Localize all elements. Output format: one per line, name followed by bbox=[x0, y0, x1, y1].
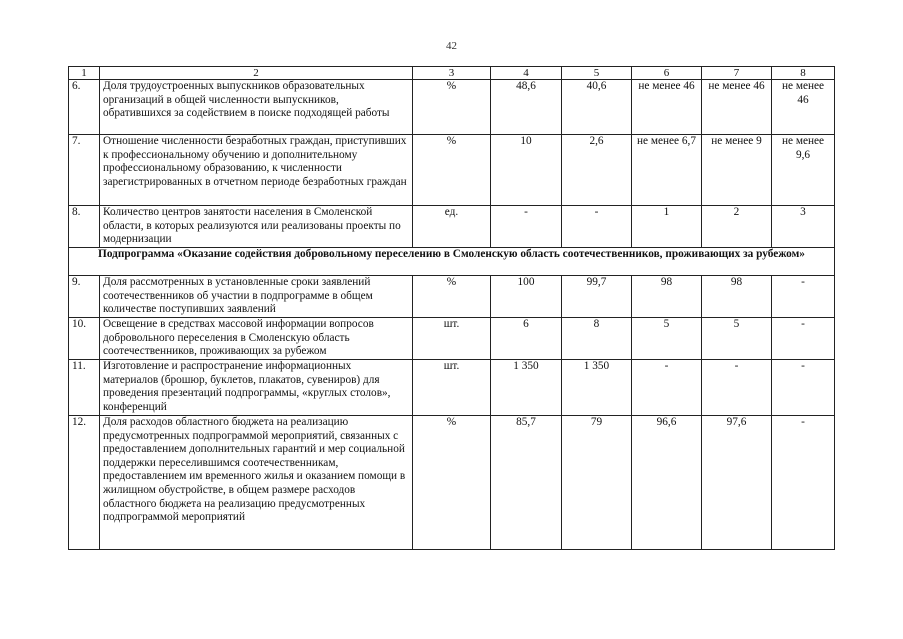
row-number: 12. bbox=[69, 416, 100, 550]
value-cell: 3 bbox=[772, 206, 835, 248]
value-cell: 79 bbox=[562, 416, 632, 550]
value-cell: - bbox=[632, 360, 702, 416]
indicators-table bbox=[68, 66, 835, 550]
table-row bbox=[69, 206, 835, 248]
indicator-name: Количество центров занятости населения в Смоленской области, в которых реализуются или реализованы проекты по модернизации bbox=[100, 206, 413, 248]
value-cell: не менее 6,7 bbox=[632, 135, 702, 206]
unit-cell: шт. bbox=[413, 318, 491, 360]
value-cell: - bbox=[702, 360, 772, 416]
column-header: 1 bbox=[69, 67, 100, 80]
column-header: 6 bbox=[632, 67, 702, 80]
value-cell: 8 bbox=[562, 318, 632, 360]
value-cell: - bbox=[772, 276, 835, 318]
value-cell: 6 bbox=[491, 318, 562, 360]
value-cell: 100 bbox=[491, 276, 562, 318]
indicator-name: Доля расходов областного бюджета на реализацию предусмотренных подпрограммой мероприятий, связанных с предоставлением дополнительных гарантий и мер социальной поддержки переселившимся соотечественникам, предоставлением им временного жилья и оказанием помощи в жилищном обустройстве, в общем размере расходов областного бюджета на реализацию предусмотренных подпрограммой мероприятий bbox=[100, 416, 413, 550]
value-cell: 5 bbox=[702, 318, 772, 360]
value-cell: 1 350 bbox=[562, 360, 632, 416]
value-cell: не менее 9,6 bbox=[772, 135, 835, 206]
table-row bbox=[69, 80, 835, 135]
value-cell: 10 bbox=[491, 135, 562, 206]
row-number: 7. bbox=[69, 135, 100, 206]
column-header: 5 bbox=[562, 67, 632, 80]
row-number: 9. bbox=[69, 276, 100, 318]
indicator-name: Доля трудоустроенных выпускников образовательных организаций в общей численности выпускников, обратившихся за содействием в поиске подходящей работы bbox=[100, 80, 413, 135]
value-cell: 48,6 bbox=[491, 80, 562, 135]
unit-cell: ед. bbox=[413, 206, 491, 248]
row-number: 10. bbox=[69, 318, 100, 360]
row-number: 11. bbox=[69, 360, 100, 416]
unit-cell: % bbox=[413, 276, 491, 318]
value-cell: - bbox=[491, 206, 562, 248]
value-cell: 85,7 bbox=[491, 416, 562, 550]
value-cell: - bbox=[772, 318, 835, 360]
subprogram-row bbox=[69, 248, 835, 276]
value-cell: 98 bbox=[632, 276, 702, 318]
value-cell: - bbox=[562, 206, 632, 248]
unit-cell: % bbox=[413, 135, 491, 206]
value-cell: 98 bbox=[702, 276, 772, 318]
row-number: 8. bbox=[69, 206, 100, 248]
value-cell: 2,6 bbox=[562, 135, 632, 206]
indicator-name: Изготовление и распространение информационных материалов (брошюр, буклетов, плакатов, сувениров) для проведения презентаций подпрограммы, «круглых столов», конференций bbox=[100, 360, 413, 416]
value-cell: 97,6 bbox=[702, 416, 772, 550]
value-cell: не менее 46 bbox=[772, 80, 835, 135]
table-row bbox=[69, 360, 835, 416]
row-number: 6. bbox=[69, 80, 100, 135]
value-cell: - bbox=[772, 360, 835, 416]
value-cell: - bbox=[772, 416, 835, 550]
table-row bbox=[69, 135, 835, 206]
value-cell: 99,7 bbox=[562, 276, 632, 318]
value-cell: 5 bbox=[632, 318, 702, 360]
unit-cell: % bbox=[413, 80, 491, 135]
column-header: 2 bbox=[100, 67, 413, 80]
column-header: 4 bbox=[491, 67, 562, 80]
value-cell: 40,6 bbox=[562, 80, 632, 135]
column-header: 7 bbox=[702, 67, 772, 80]
table-row bbox=[69, 276, 835, 318]
indicator-name: Доля рассмотренных в установленные сроки заявлений соотечественников об участии в подпрограмме в общем количестве поступивших заявлений bbox=[100, 276, 413, 318]
column-header: 3 bbox=[413, 67, 491, 80]
value-cell: 1 bbox=[632, 206, 702, 248]
page-number: 42 bbox=[446, 40, 457, 52]
unit-cell: шт. bbox=[413, 360, 491, 416]
indicator-name: Отношение численности безработных граждан, приступивших к профессиональному обучению и дополнительному профессиональному образованию, к численности зарегистрированных в отчетном периоде безработных граждан bbox=[100, 135, 413, 206]
value-cell: 96,6 bbox=[632, 416, 702, 550]
value-cell: 1 350 bbox=[491, 360, 562, 416]
indicator-name: Освещение в средствах массовой информации вопросов добровольного переселения в Смоленскую область соотечественников, проживающих за рубежом bbox=[100, 318, 413, 360]
table-row bbox=[69, 416, 835, 550]
value-cell: 2 bbox=[702, 206, 772, 248]
column-header: 8 bbox=[772, 67, 835, 80]
value-cell: не менее 9 bbox=[702, 135, 772, 206]
table-row bbox=[69, 318, 835, 360]
column-number-row bbox=[69, 67, 835, 80]
value-cell: не менее 46 bbox=[702, 80, 772, 135]
subprogram-title: Подпрограмма «Оказание содействия добровольному переселению в Смоленскую область соотечественников, проживающих за рубежом» bbox=[69, 248, 835, 276]
value-cell: не менее 46 bbox=[632, 80, 702, 135]
unit-cell: % bbox=[413, 416, 491, 550]
